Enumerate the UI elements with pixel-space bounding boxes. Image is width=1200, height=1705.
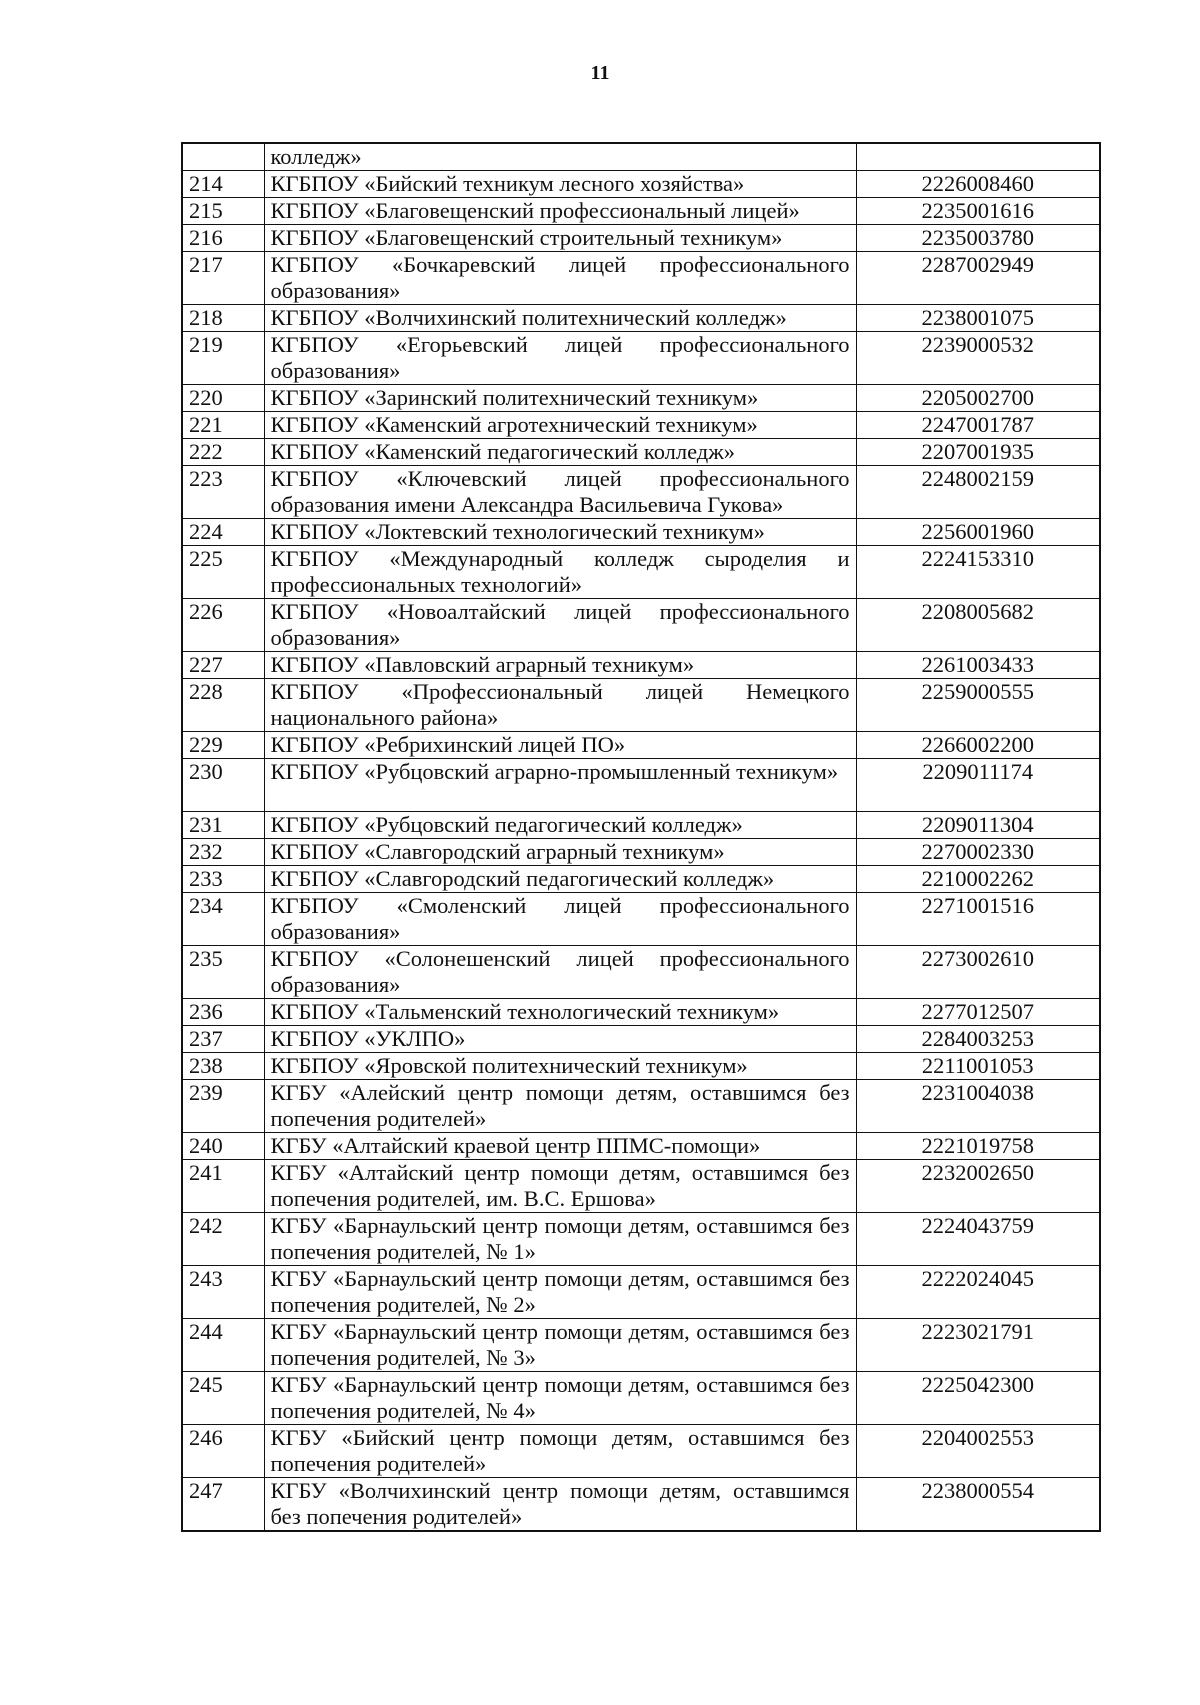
table-row (182, 893, 1100, 946)
organization-name: КГБПОУ «Ребрихинский лицей ПО» (264, 732, 856, 759)
organization-name: КГБУ «Алейский центр помощи детям, оставшимся без попечения родителей» (264, 1080, 856, 1133)
table-row (182, 225, 1100, 252)
table-row (182, 1213, 1100, 1266)
organization-name: КГБПОУ «Солонешенский лицей профессионального образования» (264, 946, 856, 999)
row-number: 240 (182, 1133, 264, 1160)
inn-value: 2204002553 (856, 1425, 1100, 1478)
inn-value: 2261003433 (856, 652, 1100, 679)
inn-value: 2238000554 (856, 1478, 1100, 1532)
inn-value: 2247001787 (856, 412, 1100, 439)
row-number: 243 (182, 1266, 264, 1319)
table-row (182, 439, 1100, 466)
table-row (182, 466, 1100, 519)
table-row (182, 546, 1100, 599)
organization-name: КГБУ «Алтайский краевой центр ППМС-помощи» (264, 1133, 856, 1160)
organization-name: КГБУ «Волчихинский центр помощи детям, оставшимся без попечения родителей» (264, 1478, 856, 1532)
table-row (182, 1160, 1100, 1213)
inn-value: 2270002330 (856, 839, 1100, 866)
inn-value: 2277012507 (856, 999, 1100, 1026)
inn-value: 2235003780 (856, 225, 1100, 252)
inn-value: 2211001053 (856, 1053, 1100, 1080)
table-row (182, 385, 1100, 412)
row-number: 239 (182, 1080, 264, 1133)
inn-value: 2235001616 (856, 198, 1100, 225)
table-row (182, 866, 1100, 893)
row-number: 216 (182, 225, 264, 252)
table-row (182, 1080, 1100, 1133)
organization-name: КГБУ «Барнаульский центр помощи детям, оставшимся без попечения родителей, № 1» (264, 1213, 856, 1266)
inn-value: 2224043759 (856, 1213, 1100, 1266)
table-row (182, 679, 1100, 732)
inn-value: 2226008460 (856, 171, 1100, 198)
row-number: 231 (182, 812, 264, 839)
table-row (182, 812, 1100, 839)
inn-value: 2209011174 (856, 759, 1100, 812)
row-number: 247 (182, 1478, 264, 1532)
row-number: 225 (182, 546, 264, 599)
row-number: 224 (182, 519, 264, 546)
organizations-table (181, 142, 1101, 1532)
organization-name: КГБУ «Барнаульский центр помощи детям, оставшимся без попечения родителей, № 2» (264, 1266, 856, 1319)
inn-value: 2232002650 (856, 1160, 1100, 1213)
row-number: 215 (182, 198, 264, 225)
table-row (182, 171, 1100, 198)
inn-value: 2266002200 (856, 732, 1100, 759)
table-row (182, 412, 1100, 439)
organization-name: КГБПОУ «Славгородский аграрный техникум» (264, 839, 856, 866)
row-number: 236 (182, 999, 264, 1026)
organization-name: КГБПОУ «Рубцовский аграрно-промышленный техникум» (264, 759, 856, 812)
organization-name: КГБПОУ «Славгородский педагогический колледж» (264, 866, 856, 893)
row-number: 229 (182, 732, 264, 759)
row-number: 220 (182, 385, 264, 412)
inn-value: 2259000555 (856, 679, 1100, 732)
inn-value: 2287002949 (856, 252, 1100, 305)
inn-value: 2273002610 (856, 946, 1100, 999)
row-number: 230 (182, 759, 264, 812)
row-number: 226 (182, 599, 264, 652)
organization-name: КГБПОУ «Ключевский лицей профессионального образования имени Александра Васильевича Гукова» (264, 466, 856, 519)
organization-name: КГБПОУ «УКЛПО» (264, 1026, 856, 1053)
table-row (182, 143, 1100, 171)
organization-name: КГБУ «Алтайский центр помощи детям, оставшимся без попечения родителей, им. В.С. Ершова» (264, 1160, 856, 1213)
inn-value: 2225042300 (856, 1372, 1100, 1425)
page-number: 11 (590, 62, 610, 84)
row-number: 214 (182, 171, 264, 198)
inn-value: 2223021791 (856, 1319, 1100, 1372)
table-row (182, 332, 1100, 385)
inn-value: 2284003253 (856, 1026, 1100, 1053)
inn-value: 2205002700 (856, 385, 1100, 412)
row-number: 237 (182, 1026, 264, 1053)
table-row (182, 1478, 1100, 1532)
organization-name: КГБПОУ «Павловский аграрный техникум» (264, 652, 856, 679)
organization-name: КГБПОУ «Заринский политехнический техникум» (264, 385, 856, 412)
row-number: 242 (182, 1213, 264, 1266)
inn-value: 2248002159 (856, 466, 1100, 519)
organization-name: КГБПОУ «Каменский агротехнический техникум» (264, 412, 856, 439)
table-row (182, 652, 1100, 679)
organization-name: КГБПОУ «Новоалтайский лицей профессионального образования» (264, 599, 856, 652)
inn-value: 2224153310 (856, 546, 1100, 599)
table-row (182, 198, 1100, 225)
table-row (182, 732, 1100, 759)
organization-name: КГБПОУ «Яровской политехнический техникум» (264, 1053, 856, 1080)
organization-name: КГБУ «Барнаульский центр помощи детям, оставшимся без попечения родителей, № 4» (264, 1372, 856, 1425)
inn-value: 2238001075 (856, 305, 1100, 332)
row-number: 228 (182, 679, 264, 732)
table-row (182, 519, 1100, 546)
organization-name: КГБПОУ «Благовещенский строительный техникум» (264, 225, 856, 252)
organization-name: КГБУ «Барнаульский центр помощи детям, оставшимся без попечения родителей, № 3» (264, 1319, 856, 1372)
table-row (182, 1133, 1100, 1160)
row-number: 238 (182, 1053, 264, 1080)
table-row (182, 999, 1100, 1026)
row-number: 221 (182, 412, 264, 439)
inn-value: 2239000532 (856, 332, 1100, 385)
table-row (182, 759, 1100, 812)
table-row (182, 1319, 1100, 1372)
organization-name: КГБПОУ «Профессиональный лицей Немецкого национального района» (264, 679, 856, 732)
table-body (182, 143, 1100, 1531)
inn-value: 2271001516 (856, 893, 1100, 946)
inn-value: 2221019758 (856, 1133, 1100, 1160)
inn-value (856, 143, 1100, 171)
organization-name: КГБПОУ «Смоленский лицей профессионального образования» (264, 893, 856, 946)
inn-value: 2210002262 (856, 866, 1100, 893)
organization-name: КГБУ «Бийский центр помощи детям, оставшимся без попечения родителей» (264, 1425, 856, 1478)
organization-name: КГБПОУ «Бочкаревский лицей профессионального образования» (264, 252, 856, 305)
table-row (182, 946, 1100, 999)
row-number: 218 (182, 305, 264, 332)
row-number: 222 (182, 439, 264, 466)
row-number: 233 (182, 866, 264, 893)
organization-name: КГБПОУ «Локтевский технологический техникум» (264, 519, 856, 546)
table-row (182, 599, 1100, 652)
inn-value: 2256001960 (856, 519, 1100, 546)
organization-name: КГБПОУ «Волчихинский политехнический колледж» (264, 305, 856, 332)
row-number (182, 143, 264, 171)
organization-name: КГБПОУ «Бийский техникум лесного хозяйства» (264, 171, 856, 198)
table-row (182, 1266, 1100, 1319)
row-number: 223 (182, 466, 264, 519)
table-row (182, 252, 1100, 305)
row-number: 244 (182, 1319, 264, 1372)
table-row (182, 1053, 1100, 1080)
inn-value: 2209011304 (856, 812, 1100, 839)
organization-name: КГБПОУ «Рубцовский педагогический колледж» (264, 812, 856, 839)
table-row (182, 305, 1100, 332)
organization-name: КГБПОУ «Благовещенский профессиональный лицей» (264, 198, 856, 225)
table-row (182, 1425, 1100, 1478)
row-number: 235 (182, 946, 264, 999)
organization-name: колледж» (264, 143, 856, 171)
table-row (182, 839, 1100, 866)
row-number: 217 (182, 252, 264, 305)
row-number: 234 (182, 893, 264, 946)
row-number: 227 (182, 652, 264, 679)
inn-value: 2208005682 (856, 599, 1100, 652)
organization-name: КГБПОУ «Тальменский технологический техникум» (264, 999, 856, 1026)
row-number: 219 (182, 332, 264, 385)
row-number: 241 (182, 1160, 264, 1213)
inn-value: 2207001935 (856, 439, 1100, 466)
table-row (182, 1026, 1100, 1053)
organization-name: КГБПОУ «Каменский педагогический колледж» (264, 439, 856, 466)
row-number: 232 (182, 839, 264, 866)
organization-name: КГБПОУ «Международный колледж сыроделия и профессиональных технологий» (264, 546, 856, 599)
row-number: 246 (182, 1425, 264, 1478)
organization-name: КГБПОУ «Егорьевский лицей профессионального образования» (264, 332, 856, 385)
row-number: 245 (182, 1372, 264, 1425)
table-row (182, 1372, 1100, 1425)
inn-value: 2231004038 (856, 1080, 1100, 1133)
inn-value: 2222024045 (856, 1266, 1100, 1319)
